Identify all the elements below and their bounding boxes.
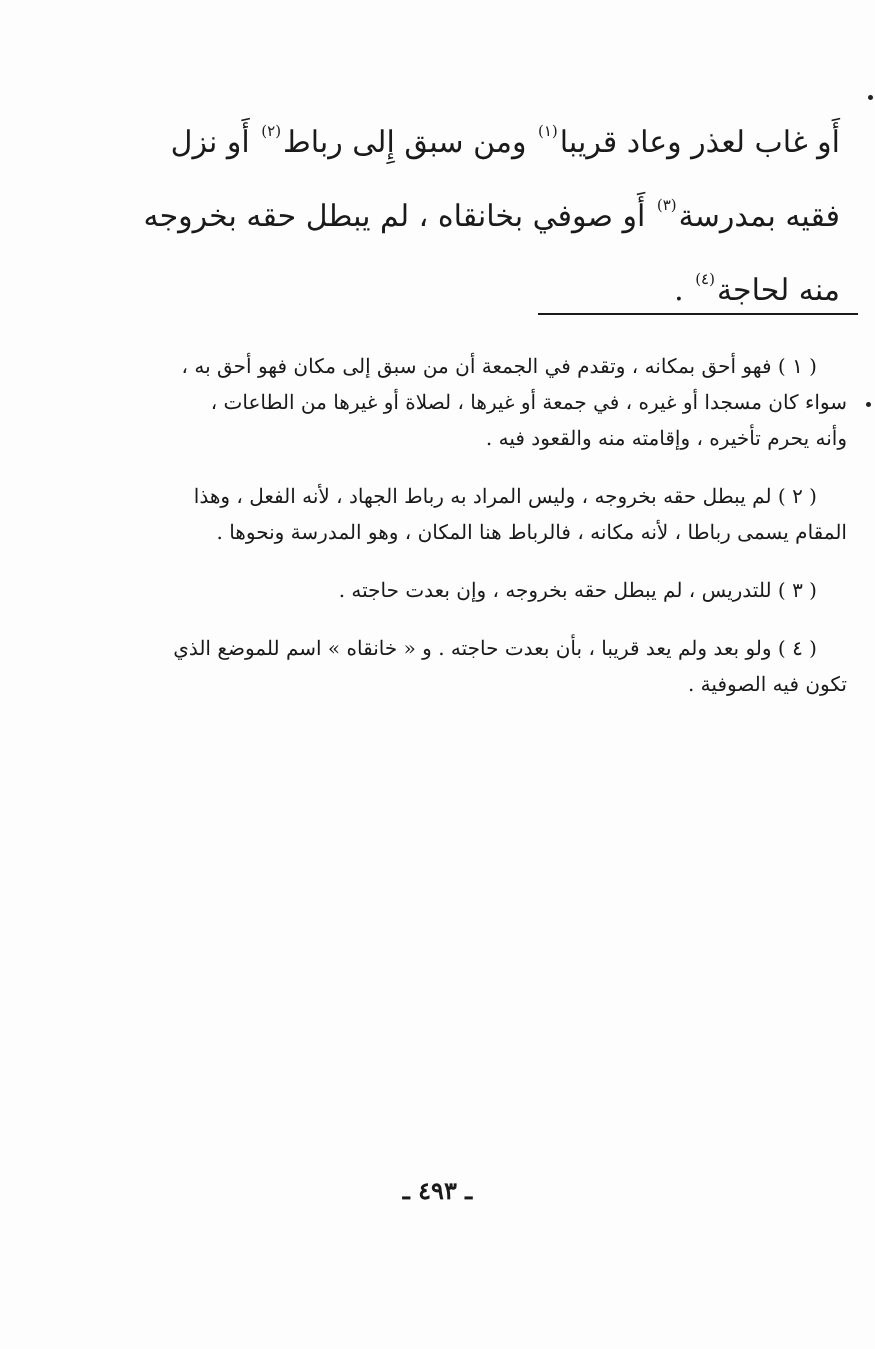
margin-mark-top xyxy=(868,95,873,100)
main-text-run: . xyxy=(674,273,694,308)
footnote-line: ( ٣ ) للتدريس ، لم يبطل حقه بخروجه ، وإن بعدت حاجته . xyxy=(338,578,817,602)
main-text-run: أَو نزل xyxy=(170,125,260,160)
footnote-line: تكون فيه الصوفية . xyxy=(687,672,847,696)
margin-mark-middle xyxy=(866,402,871,407)
footnote xyxy=(125,630,847,702)
footnote xyxy=(125,572,847,608)
footnote-line: سواء كان مسجدا أو غيره ، في جمعة أو غيرها ، لصلاة أو غيرها من الطاعات ، xyxy=(210,390,847,414)
main-text-run: أَو غاب لعذر وعاد قريبا xyxy=(559,125,840,160)
footnote-line: المقام يسمى رباطا ، لأنه مكانه ، فالرباط هنا المكان ، وهو المدرسة ونحوها . xyxy=(216,520,847,544)
footnote-reference: (٣) xyxy=(656,196,677,214)
main-text-line xyxy=(125,100,840,174)
main-text-block xyxy=(125,100,840,322)
main-text-line xyxy=(125,174,840,248)
main-text-run: أَو صوفي بخانقاه ، لم يبطل حقه بخروجه xyxy=(143,199,655,234)
main-text-run: ومن سبق إِلى رباط xyxy=(283,125,536,160)
footnotes-section xyxy=(125,348,847,724)
main-text-run: منه لحاجة xyxy=(716,273,840,308)
footnote-reference: (٢) xyxy=(261,122,282,140)
footnote-reference: (٤) xyxy=(695,270,715,288)
footnote xyxy=(125,478,847,550)
footnote-line: وأنه يحرم تأخيره ، وإقامته منه والقعود فيه . xyxy=(485,426,847,450)
footnote xyxy=(125,348,847,456)
footnote-line: ( ٤ ) ولو بعد ولم يعد قريبا ، بأن بعدت حاجته . و « خانقاه » اسم للموضع الذي xyxy=(173,636,817,660)
footnote-separator xyxy=(538,313,858,315)
main-text-line xyxy=(125,248,840,322)
footnote-reference: (١) xyxy=(538,122,558,140)
footnote-line: ( ١ ) فهو أحق بمكانه ، وتقدم في الجمعة أن من سبق إلى مكان فهو أحق به ، xyxy=(181,354,817,378)
main-text-run: فقيه بمدرسة xyxy=(678,199,840,234)
page-number: ـ ٤٩٣ ـ xyxy=(402,1176,473,1205)
footnote-line: ( ٢ ) لم يبطل حقه بخروجه ، وليس المراد به رباط الجهاد ، لأنه الفعل ، وهذا xyxy=(193,484,817,508)
